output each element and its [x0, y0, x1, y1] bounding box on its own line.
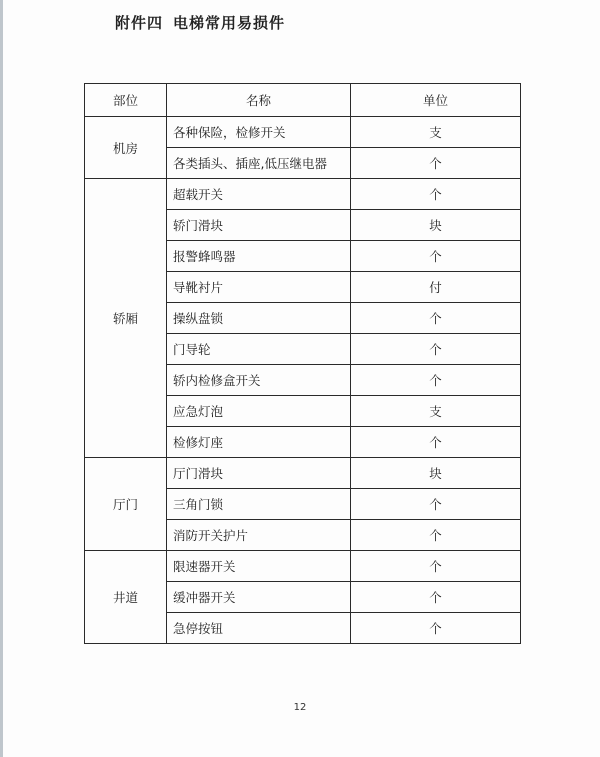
item-name-cell: 超载开关 [167, 179, 351, 210]
header-name: 名称 [167, 84, 351, 117]
item-name-cell: 厅门滑块 [167, 458, 351, 489]
item-name-cell: 操纵盘锁 [167, 303, 351, 334]
table-header-row [85, 84, 521, 117]
item-unit-cell: 个 [351, 489, 521, 520]
title-text: 电梯常用易损件 [173, 14, 286, 32]
item-name-cell: 急停按钮 [167, 613, 351, 644]
header-part: 部位 [85, 84, 167, 117]
item-unit-cell: 个 [351, 303, 521, 334]
item-unit-cell: 个 [351, 551, 521, 582]
page-edge-strip [0, 0, 3, 757]
item-unit-cell: 个 [351, 427, 521, 458]
item-name-cell: 应急灯泡 [167, 396, 351, 427]
spare-parts-table [84, 83, 521, 644]
item-unit-cell: 个 [351, 582, 521, 613]
item-name-cell: 轿门滑块 [167, 210, 351, 241]
item-name-cell: 报警蜂鸣器 [167, 241, 351, 272]
item-name-cell: 导靴衬片 [167, 272, 351, 303]
item-name-cell: 限速器开关 [167, 551, 351, 582]
title-prefix: 附件四 [115, 14, 164, 32]
part-cell: 轿厢 [85, 179, 167, 458]
item-name-cell: 各种保险，检修开关 [167, 117, 351, 148]
table-body [85, 117, 521, 644]
part-cell: 井道 [85, 551, 167, 644]
item-unit-cell: 个 [351, 520, 521, 551]
item-unit-cell: 支 [351, 396, 521, 427]
item-unit-cell: 个 [351, 334, 521, 365]
item-name-cell: 消防开关护片 [167, 520, 351, 551]
item-unit-cell: 个 [351, 241, 521, 272]
item-unit-cell: 个 [351, 365, 521, 396]
item-name-cell: 门导轮 [167, 334, 351, 365]
item-unit-cell: 块 [351, 458, 521, 489]
item-unit-cell: 个 [351, 613, 521, 644]
table-row [85, 458, 521, 489]
item-name-cell: 各类插头、插座,低压继电器 [167, 148, 351, 179]
item-unit-cell: 个 [351, 148, 521, 179]
table-row [85, 117, 521, 148]
header-unit: 单位 [351, 84, 521, 117]
item-unit-cell: 支 [351, 117, 521, 148]
item-name-cell: 缓冲器开关 [167, 582, 351, 613]
item-name-cell: 轿内检修盒开关 [167, 365, 351, 396]
document-title [115, 12, 285, 33]
part-cell: 厅门 [85, 458, 167, 551]
item-unit-cell: 付 [351, 272, 521, 303]
item-name-cell: 检修灯座 [167, 427, 351, 458]
item-unit-cell: 个 [351, 179, 521, 210]
table-row [85, 551, 521, 582]
page-number: 12 [293, 702, 307, 713]
part-cell: 机房 [85, 117, 167, 179]
item-name-cell: 三角门锁 [167, 489, 351, 520]
table-row [85, 179, 521, 210]
item-unit-cell: 块 [351, 210, 521, 241]
